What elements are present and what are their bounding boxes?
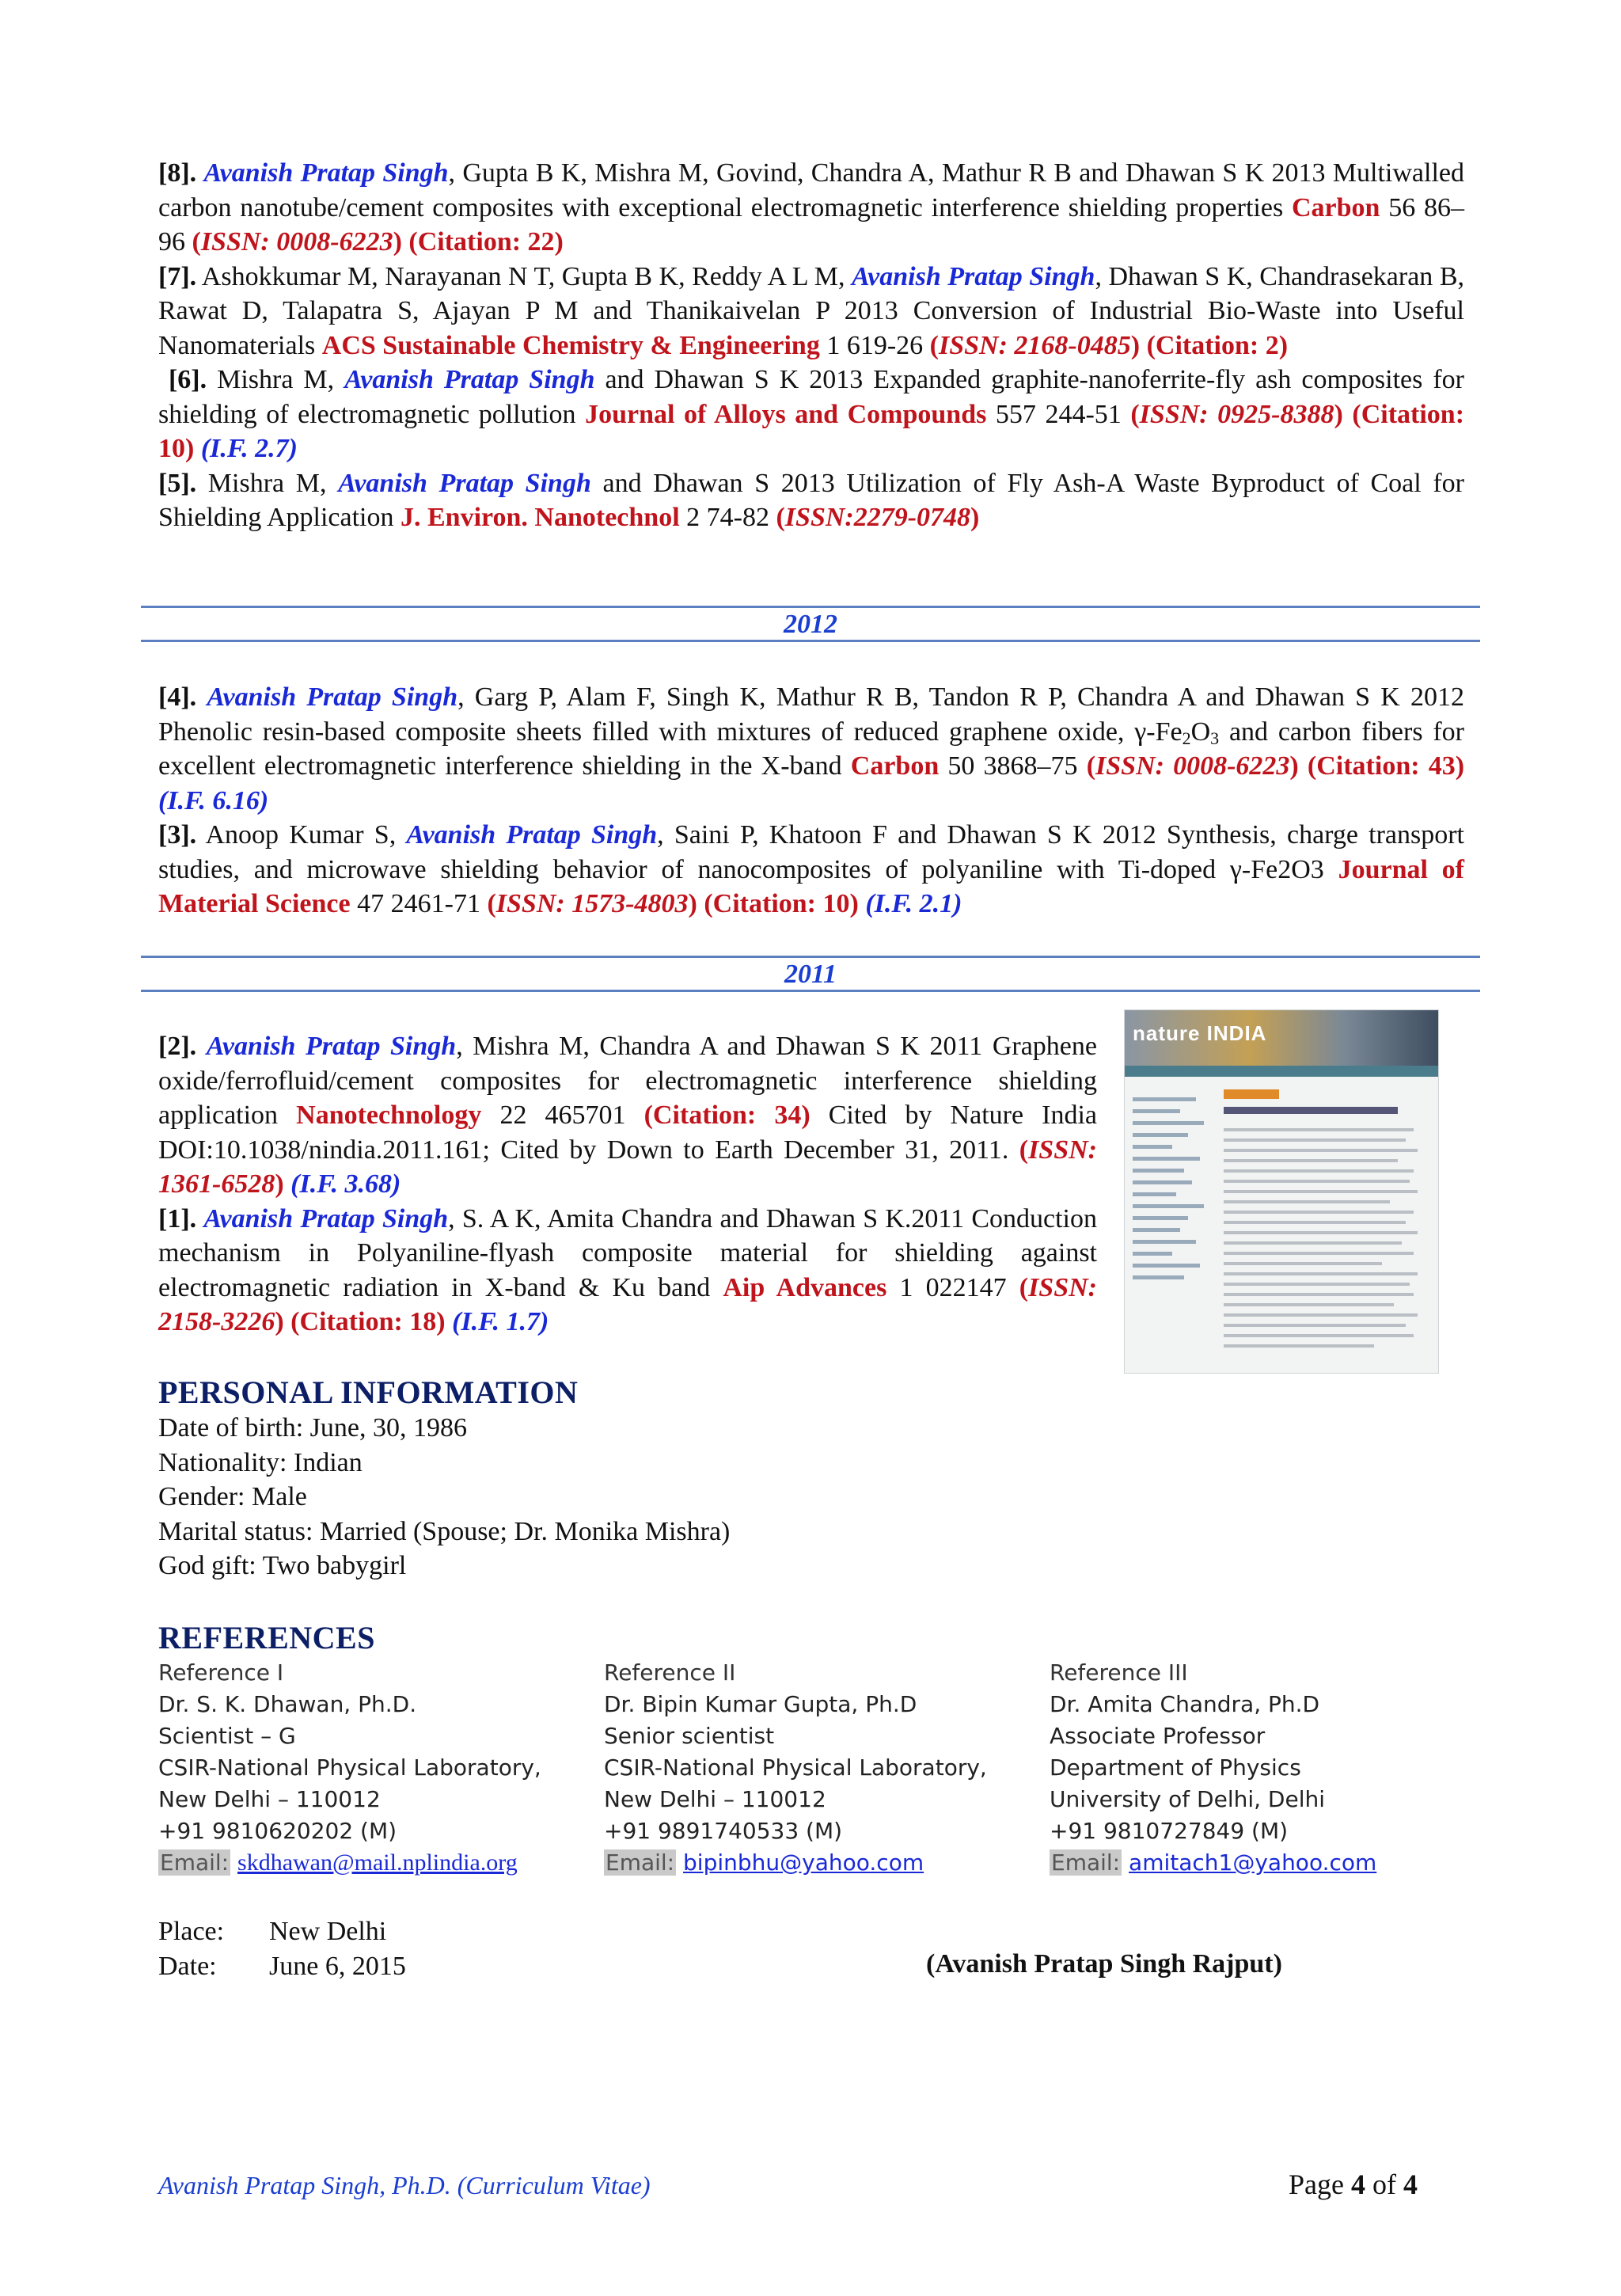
date-label: Date: — [158, 1952, 217, 1981]
pub-citation: (Citation: 34) — [643, 1100, 810, 1130]
page-number — [1289, 2168, 1418, 2201]
pub-issn-wrap: (ISSN: 1573-4803) — [487, 889, 697, 918]
pub-author: Avanish Pratap Singh — [206, 1032, 457, 1061]
page-total: 4 — [1403, 2169, 1418, 2200]
reference-heading: Reference III — [1050, 1659, 1188, 1686]
footer-title: Avanish Pratap Singh, Ph.D. (Curriculum Vitae) — [158, 2171, 651, 2199]
reference-org: CSIR-National Physical Laboratory, — [604, 1754, 987, 1781]
pub-citation: (Citation: 22) — [408, 227, 564, 257]
reference-email-row — [1050, 1847, 1477, 1879]
year-divider-2011 — [141, 956, 1480, 992]
reference-org: CSIR-National Physical Laboratory, — [158, 1754, 541, 1781]
publications-2012 — [158, 680, 1464, 922]
pub-citation: (Citation: 2) — [1146, 330, 1289, 360]
pub-author: Avanish Pratap Singh — [344, 365, 595, 394]
place-date-block — [158, 1914, 406, 1984]
pub-issn: ISSN: 0008-6223 — [200, 227, 393, 257]
reference-email-link[interactable]: bipinbhu@yahoo.com — [683, 1849, 924, 1876]
rule-bottom — [141, 640, 1480, 642]
reference-email-row — [604, 1847, 1031, 1879]
pub-author: Avanish Pratap Singh — [203, 158, 449, 188]
pub-number: [7]. — [158, 261, 197, 291]
pub-issn-wrap: (ISSN: 2168-0485) — [929, 330, 1141, 360]
signature-name: (Avanish Pratap Singh Rajput) — [926, 1949, 1282, 1979]
pub-journal: J. Environ. Nanotechnol — [400, 503, 680, 532]
pub-volume: 22 465701 — [481, 1100, 644, 1130]
gender: Gender: Male — [158, 1482, 307, 1511]
place-label: Place: — [158, 1917, 225, 1946]
pub-author: Avanish Pratap Singh — [207, 682, 458, 712]
pub-author: Avanish Pratap Singh — [852, 261, 1095, 291]
reference-name: Dr. Amita Chandra, Ph.D — [1050, 1691, 1320, 1717]
pub-issn: ISSN: 0008-6223 — [1095, 751, 1290, 781]
pub-citation: (Citation: 10) — [158, 399, 1465, 463]
pub-journal: Carbon — [850, 751, 940, 781]
pub-journal: Carbon — [1291, 192, 1380, 222]
pub-number: [6]. — [168, 365, 207, 394]
subscript: 3 — [1210, 728, 1220, 748]
thumbnail-nav-bar — [1125, 1066, 1438, 1077]
reference-heading: Reference I — [158, 1659, 284, 1686]
pub-journal: ACS Sustainable Chemistry & Engineering — [321, 330, 820, 360]
pub-volume: 47 2461-71 — [350, 889, 488, 918]
pub-issn-wrap: (ISSN: 0008-6223) — [192, 227, 402, 257]
pub-text: Anoop Kumar S, — [196, 820, 407, 850]
god-gift: God gift: Two babygirl — [158, 1551, 407, 1580]
pub-issn: ISSN: 2168-0485 — [938, 330, 1131, 360]
pub-impact-factor: (I.F. 6.16) — [158, 785, 269, 815]
publication-entry — [158, 156, 1464, 260]
rule-bottom — [141, 990, 1480, 992]
pub-volume: 1 022147 — [886, 1272, 1019, 1302]
page-of: of — [1365, 2169, 1403, 2200]
reference-city: University of Delhi, Delhi — [1050, 1786, 1326, 1812]
reference-1 — [158, 1657, 586, 1879]
pub-author: Avanish Pratap Singh — [406, 820, 658, 850]
pub-number: [2]. — [158, 1032, 197, 1061]
publications-2011 — [158, 1029, 1097, 1340]
publication-entry — [158, 818, 1464, 922]
pub-journal: Journal of Alloys and Compounds — [585, 399, 987, 429]
reference-phone: +91 9891740533 (M) — [604, 1818, 843, 1844]
pub-volume: 557 244-51 — [986, 399, 1131, 429]
reference-heading: Reference II — [604, 1659, 736, 1686]
pub-journal: Aip Advances — [723, 1272, 887, 1302]
date-value: June 6, 2015 — [269, 1952, 406, 1981]
pub-author: Avanish Pratap Singh — [203, 1203, 449, 1234]
nature-india-screenshot-image — [1124, 1009, 1439, 1374]
pub-issn: ISSN: 0925-8388 — [1139, 399, 1334, 429]
reference-email-link[interactable]: skdhawan@mail.nplindia.org — [237, 1849, 518, 1876]
pub-text: , Saini P, Khatoon F and Dhawan S K 2012 Synthesis, charge transport studies, and microwave shielding behavior of nanocomposites of polyaniline with Ti-doped γ-Fe2O3 — [158, 820, 1465, 884]
pub-impact-factor: (I.F. 2.7) — [200, 434, 298, 463]
thumbnail-sidebar — [1133, 1089, 1212, 1287]
pub-issn: ISSN:2279-0748 — [784, 503, 971, 532]
reference-phone: +91 9810620202 (M) — [158, 1818, 397, 1844]
publication-entry — [158, 680, 1464, 818]
pub-volume: 1 619-26 — [819, 330, 930, 360]
pub-text: Mishra M, — [207, 365, 345, 394]
pub-impact-factor: (I.F. 3.68) — [290, 1169, 401, 1199]
reference-3 — [1050, 1657, 1477, 1879]
thumbnail-article — [1224, 1089, 1422, 1355]
pub-issn: ISSN: 2158-3226 — [158, 1272, 1097, 1336]
email-label: Email: — [160, 1849, 230, 1876]
publications-2013 — [158, 156, 1464, 535]
marital-status: Marital status: Married (Spouse; Dr. Monika Mishra) — [158, 1516, 731, 1546]
reference-city: New Delhi – 110012 — [604, 1786, 826, 1812]
pub-text: and Dhawan S K 2013 Expanded graphite-nanoferrite-fly ash composites for shielding of electromagnetic pollution — [158, 365, 1464, 429]
reference-email-link[interactable]: amitach1@yahoo.com — [1129, 1849, 1377, 1876]
pub-cited-by: Cited by Nature India DOI:10.1038/nindia.2011.161; Cited by Down to Earth December 31, 2011. — [158, 1100, 1097, 1165]
pub-citation: (Citation: 43) — [1307, 751, 1465, 781]
pub-journal: Journal of Material Science — [158, 854, 1464, 918]
pub-issn-wrap: (ISSN:2279-0748) — [776, 503, 980, 532]
pub-issn: ISSN: 1573-4803 — [495, 889, 689, 918]
reference-2 — [604, 1657, 1031, 1879]
reference-title: Associate Professor — [1050, 1723, 1266, 1749]
year-heading: 2012 — [784, 610, 837, 639]
pub-number: [5]. — [158, 468, 197, 498]
pub-text: and carbon fibers for excellent electromagnetic interference shielding in the X-band — [158, 717, 1465, 781]
pub-number: [4]. — [158, 682, 197, 712]
page-prefix: Page — [1289, 2169, 1351, 2200]
nationality: Nationality: Indian — [158, 1447, 363, 1477]
pub-number: [8]. — [158, 158, 197, 188]
pub-text: , S. A K, Amita Chandra and Dhawan S K.2011 Conduction mechanism in Polyaniline-flyash composite material for shielding against electromagnetic radiation in X-band & Ku band — [158, 1203, 1098, 1302]
rule-top — [141, 606, 1480, 608]
reference-city: New Delhi – 110012 — [158, 1786, 381, 1812]
page-current: 4 — [1350, 2169, 1365, 2200]
pub-text: , Mishra M, Chandra A and Dhawan S K 2011 Graphene oxide/ferrofluid/cement composites for electromagnetic interference shielding application — [158, 1032, 1097, 1130]
reference-name: Dr. S. K. Dhawan, Ph.D. — [158, 1691, 417, 1717]
publication-entry — [158, 1029, 1097, 1202]
pub-issn: ISSN: 1361-6528 — [158, 1135, 1097, 1199]
reference-title: Senior scientist — [604, 1723, 775, 1749]
pub-issn-wrap: (ISSN: 0008-6223) — [1086, 751, 1299, 781]
pub-citation: (Citation: 18) — [290, 1307, 446, 1336]
publication-entry — [158, 363, 1464, 466]
pub-impact-factor: (I.F. 2.1) — [865, 889, 962, 918]
pub-text: , Garg P, Alam F, Singh K, Mathur R B, Tandon R P, Chandra A and Dhawan S K 2012 Phenolic resin-based composite sheets filled with mixtures of reduced graphene oxide, γ-Fe — [158, 682, 1464, 747]
pub-text: , Gupta B K, Mishra M, Govind, Chandra A, Mathur R B and Dhawan S K 2013 Multiwalled carbon nanotube/cement composites with exceptional electromagnetic interference shielding properties — [158, 158, 1464, 222]
reference-title: Scientist – G — [158, 1723, 296, 1749]
pub-text: and Dhawan S 2013 Utilization of Fly Ash-A Waste Byproduct of Coal for Shielding Application — [158, 468, 1464, 532]
email-label: Email: — [1051, 1849, 1121, 1876]
pub-text: O — [1190, 717, 1211, 747]
reference-phone: +91 9810727849 (M) — [1050, 1818, 1289, 1844]
reference-name: Dr. Bipin Kumar Gupta, Ph.D — [604, 1691, 917, 1717]
references-heading: REFERENCES — [158, 1620, 375, 1655]
email-label: Email: — [606, 1849, 675, 1876]
pub-journal: Nanotechnology — [296, 1100, 482, 1130]
place-value: New Delhi — [269, 1917, 387, 1946]
reference-org: Department of Physics — [1050, 1754, 1301, 1781]
pub-number: [1]. — [158, 1203, 197, 1234]
pub-issn-wrap: (ISSN: 1361-6528) — [158, 1135, 1097, 1199]
pub-impact-factor: (I.F. 1.7) — [452, 1307, 549, 1336]
publication-entry — [158, 260, 1464, 363]
pub-issn-wrap: (ISSN: 0925-8388) — [1130, 399, 1343, 429]
pub-volume: 2 74-82 — [679, 503, 776, 532]
pub-issn-wrap: (ISSN: 2158-3226) — [158, 1272, 1097, 1336]
pub-number: [3]. — [158, 820, 197, 850]
rule-top — [141, 956, 1480, 958]
pub-text: Ashokkumar M, Narayanan N T, Gupta B K, Reddy A L M, — [196, 261, 852, 291]
pub-text: Mishra M, — [196, 468, 339, 498]
date-of-birth: Date of birth: June, 30, 1986 — [158, 1413, 467, 1443]
subscript: 2 — [1182, 728, 1191, 748]
nature-india-logo: nature INDIA — [1133, 1021, 1267, 1045]
pub-text: , Dhawan S K, Chandrasekaran B, Rawat D, Talapatra S, Ajayan P M and Thanikaivelan P 2013 Conversion of Industrial Bio-Waste into Useful Nanomaterials — [158, 261, 1464, 360]
pub-volume: 56 86–96 — [158, 192, 1465, 257]
pub-citation: (Citation: 10) — [704, 889, 859, 918]
pub-author: Avanish Pratap Singh — [338, 468, 591, 498]
publication-entry — [158, 466, 1464, 535]
personal-info-heading: PERSONAL INFORMATION — [158, 1374, 579, 1410]
publication-entry — [158, 1202, 1097, 1340]
year-heading: 2011 — [784, 960, 837, 989]
year-divider-2012 — [141, 606, 1480, 642]
reference-email-row — [158, 1847, 586, 1879]
personal-info-list — [158, 1411, 730, 1583]
pub-volume: 50 3868–75 — [939, 751, 1087, 781]
